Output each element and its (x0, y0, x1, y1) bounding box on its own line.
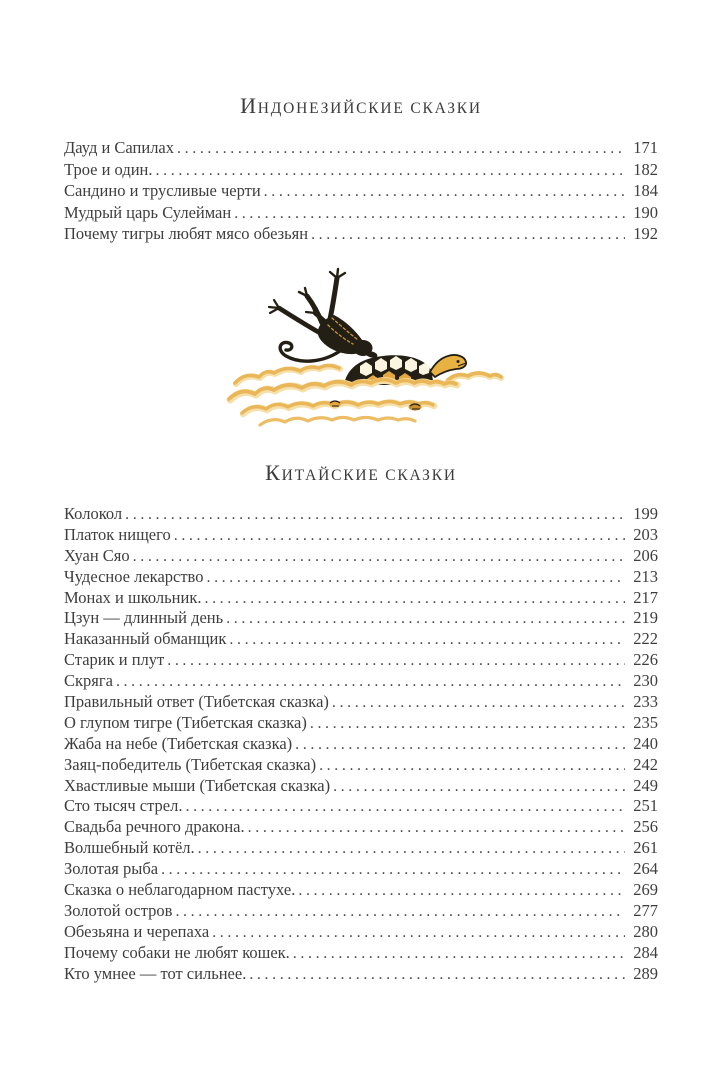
dot-leader (212, 922, 625, 944)
entry-page-number: 256 (633, 817, 658, 837)
entry-page-number: 242 (633, 754, 658, 774)
toc-entry (64, 859, 658, 880)
dot-leader (204, 588, 625, 610)
toc-entry (64, 223, 658, 245)
dot-leader (161, 859, 625, 881)
entry-title: Хвастливые мыши (Тибетская сказка) (64, 775, 331, 795)
dot-leader (133, 546, 625, 568)
entry-title: Почему собаки не любят кошек. (64, 942, 290, 962)
monkey-leg-1 (330, 278, 337, 319)
dot-leader (125, 504, 625, 526)
dot-leader (116, 671, 625, 693)
section-heading: ИНДОНЕЗИЙСКИЕ СКАЗКИ (240, 93, 482, 118)
toc-entry (64, 922, 658, 943)
entry-page-number: 222 (633, 629, 658, 649)
dot-leader (295, 734, 625, 756)
entry-title: Заяц-победитель (Тибетская сказка) (64, 754, 317, 774)
toc-list (64, 137, 658, 245)
entry-page-number: 284 (633, 942, 658, 962)
entry-page-number: 190 (633, 202, 658, 222)
entry-page-number: 280 (633, 921, 658, 941)
toc-entry (64, 943, 658, 964)
entry-page-number: 235 (633, 712, 658, 732)
toc-entry (64, 159, 658, 181)
entry-page-number: 217 (633, 587, 658, 607)
toc-entry (64, 525, 658, 546)
entry-title: О глупом тигре (Тибетская сказка) (64, 712, 307, 732)
toc-entry (64, 964, 658, 985)
dot-leader (229, 629, 625, 651)
toc-entry (64, 671, 658, 692)
section-heading: КИТАЙСКИЕ СКАЗКИ (265, 460, 457, 485)
monkey-turtle-drawing (222, 263, 510, 431)
entry-page-number: 240 (633, 733, 658, 753)
entry-page-number: 192 (633, 224, 658, 244)
dot-leader (198, 838, 625, 860)
monkey (269, 269, 377, 361)
entry-title: Обезьяна и черепаха (64, 921, 210, 941)
toc-entry (64, 588, 658, 609)
dot-leader (185, 796, 625, 818)
entry-title: Наказанный обманщик (64, 629, 227, 649)
illustration-monkey-turtle (222, 263, 510, 431)
toc-list (64, 504, 658, 984)
dot-leader (319, 755, 625, 777)
entry-page-number: 289 (633, 963, 658, 983)
entry-title: Почему тигры любят мясо обезьян (64, 224, 309, 244)
toc-entry (64, 755, 658, 776)
dot-leader (248, 817, 625, 839)
entry-page-number: 249 (633, 775, 658, 795)
dot-leader (206, 567, 625, 589)
toc-entry (64, 692, 658, 713)
entry-title: Сто тысяч стрел. (64, 796, 183, 816)
entry-title: Дауд и Сапилах (64, 138, 175, 157)
dot-leader (310, 713, 625, 735)
entry-page-number: 230 (633, 671, 658, 691)
toc-entry (64, 713, 658, 734)
dot-leader (332, 692, 625, 714)
dot-leader (177, 137, 625, 160)
entry-page-number: 277 (633, 900, 658, 920)
entry-page-number: 199 (633, 504, 658, 523)
toc-entry (64, 796, 658, 817)
entry-page-number: 184 (633, 181, 658, 201)
entry-page-number: 213 (633, 566, 658, 586)
entry-title: Старик и плут (64, 650, 165, 670)
entry-title: Золотой остров (64, 900, 173, 920)
entry-page-number: 251 (633, 796, 658, 816)
entry-title: Платок нищего (64, 524, 171, 544)
entry-title: Хуан Сяо (64, 545, 130, 565)
entry-page-number: 182 (633, 159, 658, 179)
monkey-foot-1 (330, 269, 345, 278)
entry-page-number: 219 (633, 608, 658, 628)
toc-entry (64, 838, 658, 859)
section-indonesian-tales (64, 94, 658, 245)
entry-title: Цзун — длинный день (64, 608, 224, 628)
waves-front (229, 380, 457, 426)
dot-leader (264, 180, 625, 203)
dot-leader (156, 159, 625, 182)
toc-entry (64, 817, 658, 838)
toc-entry (64, 650, 658, 671)
entry-title: Сказка о неблагодарном пастухе. (64, 880, 296, 900)
entry-title: Свадьба речного дракона. (64, 817, 245, 837)
toc-entry (64, 546, 658, 567)
turtle-eye (457, 360, 460, 363)
entry-page-number: 233 (633, 692, 658, 712)
dot-leader (226, 608, 625, 630)
entry-page-number: 261 (633, 838, 658, 858)
entry-title: Кто умнее — тот сильнее. (64, 963, 247, 983)
dot-leader (311, 223, 625, 246)
entry-page-number: 226 (633, 650, 658, 670)
monkey-foot-2 (299, 288, 307, 296)
toc-entry (64, 180, 658, 202)
entry-title: Сандино и трусливые черти (64, 181, 261, 201)
entry-title: Колокол (64, 504, 123, 523)
dot-leader (333, 776, 625, 798)
dot-leader (293, 943, 625, 965)
toc-entry (64, 202, 658, 224)
entry-title: Золотая рыба (64, 859, 159, 879)
entry-title: Трое и один. (64, 159, 153, 179)
entry-title: Монах и школьник. (64, 587, 202, 607)
toc-entry (64, 901, 658, 922)
entry-title: Скряга (64, 671, 113, 691)
dot-leader (249, 964, 625, 986)
toc-entry (64, 629, 658, 650)
entry-title: Мудрый царь Сулейман (64, 202, 232, 222)
toc-entry (64, 137, 658, 159)
toc-entry (64, 504, 658, 525)
monkey-hand-1 (269, 300, 279, 313)
entry-page-number: 171 (633, 138, 658, 157)
entry-title: Волшебный котёл. (64, 838, 195, 858)
toc-entry (64, 608, 658, 629)
entry-page-number: 269 (633, 880, 658, 900)
dot-leader (167, 650, 625, 672)
toc-entry (64, 734, 658, 755)
dot-leader (174, 525, 625, 547)
section-chinese-tales (64, 461, 658, 984)
entry-page-number: 264 (633, 859, 658, 879)
entry-page-number: 203 (633, 524, 658, 544)
dot-leader (175, 901, 625, 923)
toc-entry (64, 880, 658, 901)
entry-title: Правильный ответ (Тибетская сказка) (64, 692, 329, 712)
toc-entry (64, 567, 658, 588)
entry-page-number: 206 (633, 545, 658, 565)
entry-title: Жаба на небе (Тибетская сказка) (64, 733, 293, 753)
entry-title: Чудесное лекарство (64, 566, 204, 586)
toc-entry (64, 776, 658, 797)
dot-leader (234, 202, 625, 225)
dot-leader (298, 880, 625, 902)
